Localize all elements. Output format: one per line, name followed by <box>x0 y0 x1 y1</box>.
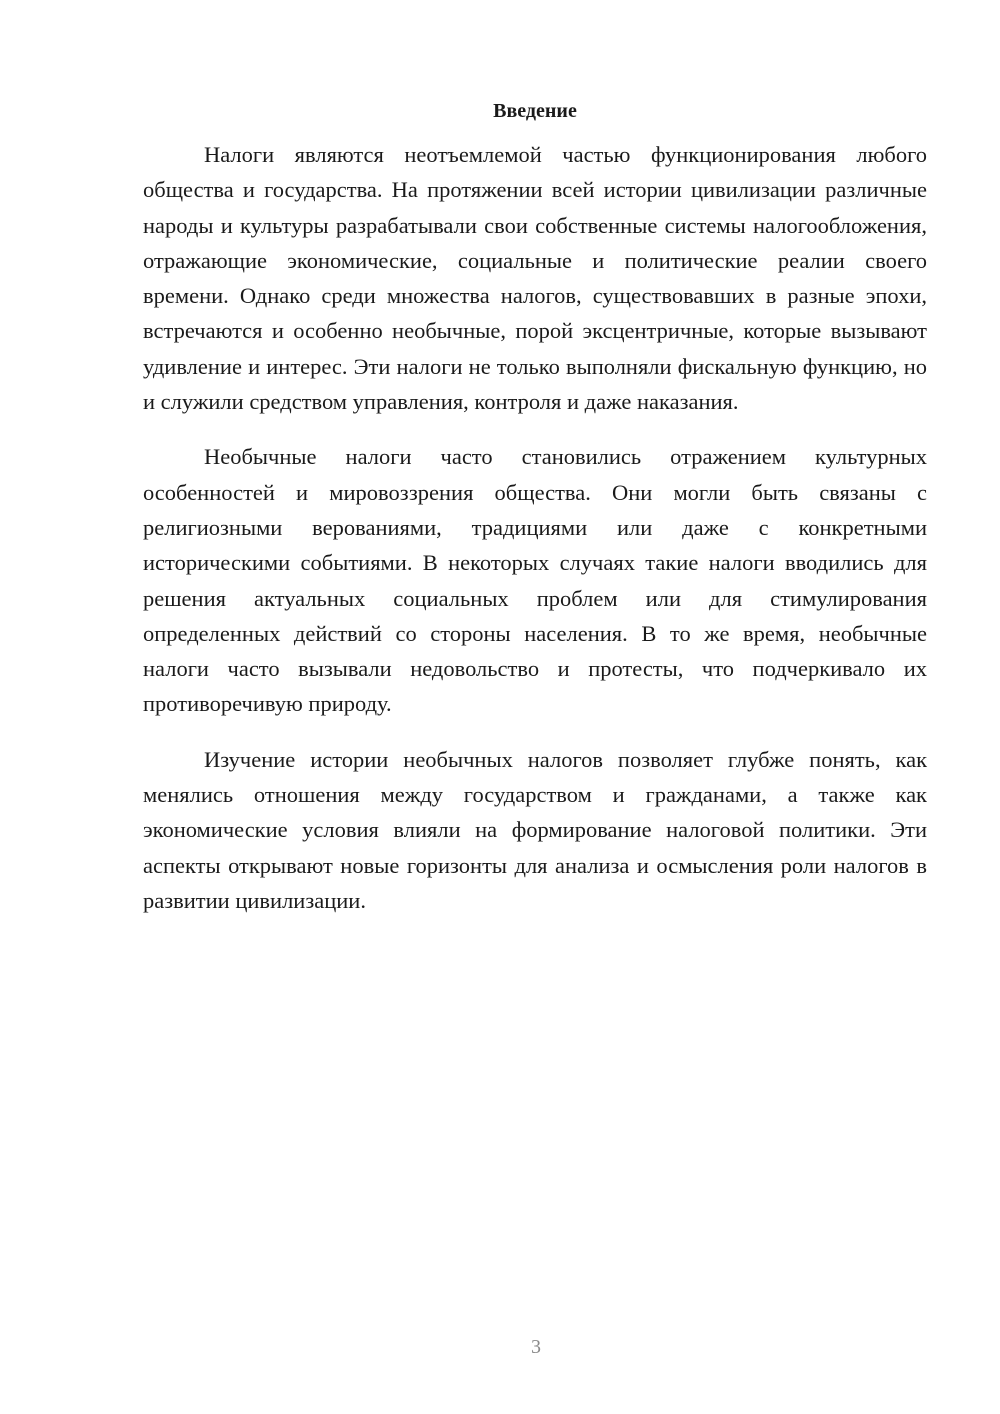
section-heading: Введение <box>493 100 577 122</box>
page-body <box>143 98 927 938</box>
page-number: 3 <box>531 1336 541 1358</box>
paragraph-3: Изучение истории необычных налогов позволяет глубже понять, как менялись отношения между государством и гражданами, а также как экономические условия влияли на формирование налоговой политики. Эти аспекты открывают новые горизонты для анализа и осмысления роли налогов в развитии цивилизации. <box>143 746 927 913</box>
paragraph-2: Необычные налоги часто становились отражением культурных особенностей и мировоззрения общества. Они могли быть связаны с религиозными верованиями, традициями или даже с конкретными историческими событиями. В некоторых случаях такие налоги вводились для решения актуальных социальных проблем или для стимулирования определенных действий со стороны населения. В то же время, необычные налоги часто вызывали недовольство и протесты, что подчеркивало их противоречивую природу. <box>143 444 927 717</box>
paragraph-1: Налоги являются неотъемлемой частью функционирования любого общества и государства. На протяжении всей истории цивилизации различные народы и культуры разрабатывали свои собственные системы налогообложения, отражающие экономические, социальные и политические реалии своего времени. Однако среди множества налогов, существовавших в разные эпохи, встречаются и особенно необычные, порой эксцентричные, которые вызывают удивление и интерес. Эти налоги не только выполняли фискальную функцию, но и служили средством управления, контроля и даже наказания. <box>143 142 927 415</box>
